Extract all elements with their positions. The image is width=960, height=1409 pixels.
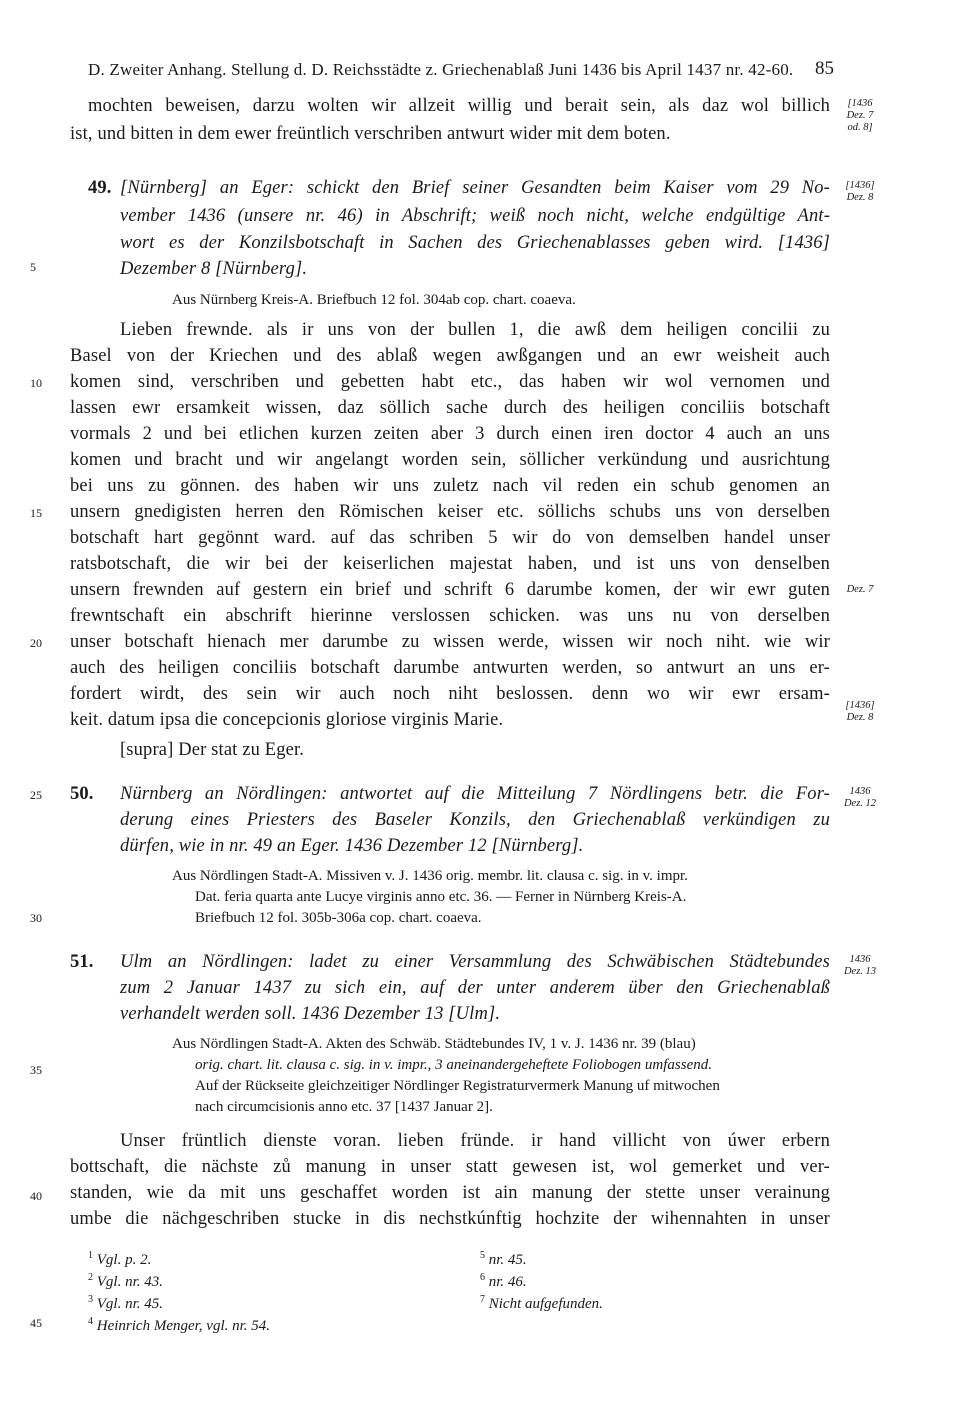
doc49-text-line-10: ratsbotschaft, die wir bei der keiserlichen majestat haben, und ist uns von denselben — [70, 554, 830, 574]
doc49-text-line-12: frewntschaft ein abschrift hierinne verslossen schicken. was uns nu von derselben — [70, 606, 830, 626]
doc49-text-line-8: unsern gnedigisten herren den Römischen keiser etc. söllichs schubs uns von derselben — [70, 502, 830, 522]
margin-date-line: [1436 — [847, 98, 873, 109]
line-number: 25 — [30, 788, 42, 802]
footnote-6 — [480, 1272, 527, 1291]
margin-date-line: [1436] — [845, 180, 875, 191]
doc50-heading-line-3: dürfen, wie in nr. 49 an Eger. 1436 Dezember 12 [Nürnberg]. — [120, 836, 584, 856]
footnote-5 — [480, 1250, 527, 1269]
footnote-text: Nicht aufgefunden. — [488, 1296, 603, 1312]
doc49-text-line-16: keit. datum ipsa die concepcionis gloriose virginis Marie. — [70, 710, 504, 730]
doc50-source-line-3: Briefbuch 12 fol. 305b-306a cop. chart. coaeva. — [195, 910, 482, 926]
doc51-number: 51. — [70, 952, 94, 972]
footnote-text: Heinrich Menger, vgl. nr. 54. — [96, 1318, 271, 1334]
doc49-heading-line-2: vember 1436 (unsere nr. 46) in Abschrift; weiß noch nicht, welche endgültige Ant- — [120, 206, 830, 226]
footnote-text: nr. 46. — [488, 1274, 527, 1290]
doc49-text-line-13: unser botschaft hienach mer darumbe zu wissen werde, wissen wir noch niht. wie wir — [70, 632, 830, 652]
margin-date-line: 1436 — [849, 786, 871, 797]
line-number: 5 — [30, 260, 36, 274]
margin-date-line: od. 8] — [847, 122, 873, 133]
doc49-margin-end — [835, 700, 885, 724]
line-number: 15 — [30, 506, 42, 520]
line-number: 45 — [30, 1316, 42, 1330]
doc51-source-line-3: Auf der Rückseite gleichzeitiger Nördlinger Registraturvermerk Manung uf mitwochen — [195, 1078, 720, 1094]
top-margin-date — [835, 98, 885, 134]
doc49-text-line-4: lassen ewr ersamkeit wissen, daz söllich sache durch des heiligen conciliis botschaft — [70, 398, 830, 418]
margin-date-line: Dez. 8 — [846, 712, 874, 723]
footnote-mark: 5 — [480, 1250, 485, 1261]
doc49-text-line-7: bei uns zu gönnen. des haben wir uns zuletz nach vil reden ein schub genomen an — [70, 476, 830, 496]
margin-date-line: Dez. 12 — [843, 798, 877, 809]
footnote-mark: 7 — [480, 1294, 485, 1305]
doc49-text-line-11: unsern frewnden auf gestern ein brief und schrift 6 darumbe komen, der wir ewr guten — [70, 580, 830, 600]
doc51-heading-line-1: Ulm an Nördlingen: ladet zu einer Versammlung des Schwäbischen Städtebundes — [120, 952, 830, 972]
doc49-number: 49. — [88, 178, 112, 198]
doc50-source-line-2: Dat. feria quarta ante Lucye virginis anno etc. 36. — Ferner in Nürnberg Kreis-A. — [195, 889, 687, 905]
doc51-source-line-4: nach circumcisionis anno etc. 37 [1437 Januar 2]. — [195, 1099, 493, 1115]
doc50-source-line-1: Aus Nördlingen Stadt-A. Missiven v. J. 1436 orig. membr. lit. clausa c. sig. in v. impr. — [172, 868, 688, 884]
doc49-text-line-9: botschaft hart gegönnt ward. auf das schriben 5 wir do von demselben handel unser — [70, 528, 830, 548]
running-title: D. Zweiter Anhang. Stellung d. D. Reichsstädte z. Griechenablaß Juni 1436 bis April 1437 nr. 42-60. — [88, 60, 794, 79]
line-number: 20 — [30, 636, 42, 650]
doc49-text-line-14: auch des heiligen conciliis botschaft darumbe antwurten werden, so antwurt an uns er- — [70, 658, 830, 678]
doc51-source-line-1: Aus Nördlingen Stadt-A. Akten des Schwäb. Städtebundes IV, 1 v. J. 1436 nr. 39 (blau) — [172, 1036, 696, 1052]
margin-date-line: Dez. 13 — [843, 966, 877, 977]
footnote-mark: 4 — [88, 1316, 93, 1327]
line-number: 30 — [30, 911, 42, 925]
margin-date-line: 1436 — [849, 954, 871, 965]
margin-date-line: Dez. 8 — [846, 192, 874, 203]
footnote-mark: 3 — [88, 1294, 93, 1305]
footnote-7 — [480, 1294, 603, 1313]
footnote-text: Vgl. nr. 43. — [96, 1274, 164, 1290]
footnote-mark: 1 — [88, 1250, 93, 1261]
doc49-text-line-3: komen sind, verschriben und gebetten habt etc., das haben wir wol vernomen und — [70, 372, 830, 392]
doc49-margin-dez7: Dez. 7 — [846, 584, 874, 595]
footnote-mark: 2 — [88, 1272, 93, 1283]
doc49-margin-date — [835, 180, 885, 204]
doc51-margin-date — [835, 954, 885, 978]
doc49-heading-line-3: wort es der Konzilsbotschaft in Sachen des Griechenablasses geben wird. [1436] — [120, 233, 830, 253]
doc49-heading-line-4: Dezember 8 [Nürnberg]. — [120, 259, 308, 279]
doc50-number: 50. — [70, 784, 94, 804]
footnote-4 — [88, 1316, 270, 1335]
footnote-text: Vgl. p. 2. — [96, 1252, 152, 1268]
line-number: 10 — [30, 376, 42, 390]
doc49-heading-line-1: [Nürnberg] an Eger: schickt den Brief seiner Gesandten beim Kaiser vom 29 No- — [120, 178, 830, 198]
top-text-line-1: mochten beweisen, darzu wolten wir allzeit willig und berait sein, als daz wol billich — [88, 96, 830, 116]
doc51-heading-line-3: verhandelt werden soll. 1436 Dezember 13 [Ulm]. — [120, 1004, 501, 1024]
doc50-heading-line-2: derung eines Priesters des Baseler Konzils, den Griechenablaß verkündigen zu — [120, 810, 830, 830]
line-number: 35 — [30, 1063, 42, 1077]
margin-date-line: [1436] — [845, 700, 875, 711]
doc51-heading-line-2: zum 2 Januar 1437 zu sich ein, auf der unter anderem über den Griechenablaß — [120, 978, 830, 998]
doc51-text-line-1: Unser früntlich dienste voran. lieben fründe. ir hand villicht von úwer erbern — [120, 1131, 830, 1151]
footnote-text: nr. 45. — [488, 1252, 527, 1268]
line-number: 40 — [30, 1189, 42, 1203]
doc49-text-line-5: vormals 2 und bei etlichen kurzen zeiten aber 3 durch einen iren doctor 4 auch an uns — [70, 424, 830, 444]
footnote-2 — [88, 1272, 163, 1291]
doc49-source: Aus Nürnberg Kreis-A. Briefbuch 12 fol. 304ab cop. chart. coaeva. — [172, 292, 576, 308]
doc49-text-line-2: Basel von der Kriechen und des ablaß wegen awßgangen und an ewr weisheit auch — [70, 346, 830, 366]
footnote-3 — [88, 1294, 163, 1313]
doc51-text-line-2: bottschaft, die nächste zů manung in unser statt gewesen ist, wol gemerket und ver- — [70, 1157, 830, 1177]
page-number: 85 — [815, 58, 834, 79]
doc51-text-line-3: standen, wie da mit uns geschaffet worden ist ain manung der stette unser verainung — [70, 1183, 830, 1203]
footnote-mark: 6 — [480, 1272, 485, 1283]
doc50-heading-line-1: Nürnberg an Nördlingen: antwortet auf die Mitteilung 7 Nördlingens betr. die For- — [120, 784, 830, 804]
doc49-text-line-1: Lieben frewnde. als ir uns von der bullen 1, die awß dem heiligen concilii zu — [120, 320, 830, 340]
doc50-margin-date — [835, 786, 885, 810]
footnote-text: Vgl. nr. 45. — [96, 1296, 164, 1312]
doc51-text-line-4: umbe die nächgeschriben stucke in dis nechstkúnftig hochzite der wihennahten in unser — [70, 1209, 830, 1229]
doc49-text-line-15: fordert wirdt, des sein wir auch noch niht beslossen. denn wo wir ewr ersam- — [70, 684, 830, 704]
doc51-source-line-2: orig. chart. lit. clausa c. sig. in v. impr., 3 aneinandergeheftete Foliobogen umfassend. — [195, 1057, 713, 1073]
doc49-supra: [supra] Der stat zu Eger. — [120, 740, 305, 760]
doc49-text-line-6: komen und bracht und wir angelangt worden sein, söllicher verkündung und ausrichtung — [70, 450, 830, 470]
footnote-1 — [88, 1250, 151, 1269]
margin-date-line: Dez. 7 — [846, 110, 874, 121]
top-text-line-2: ist, und bitten in dem ewer freüntlich verschriben antwurt wider mit dem boten. — [70, 124, 671, 144]
